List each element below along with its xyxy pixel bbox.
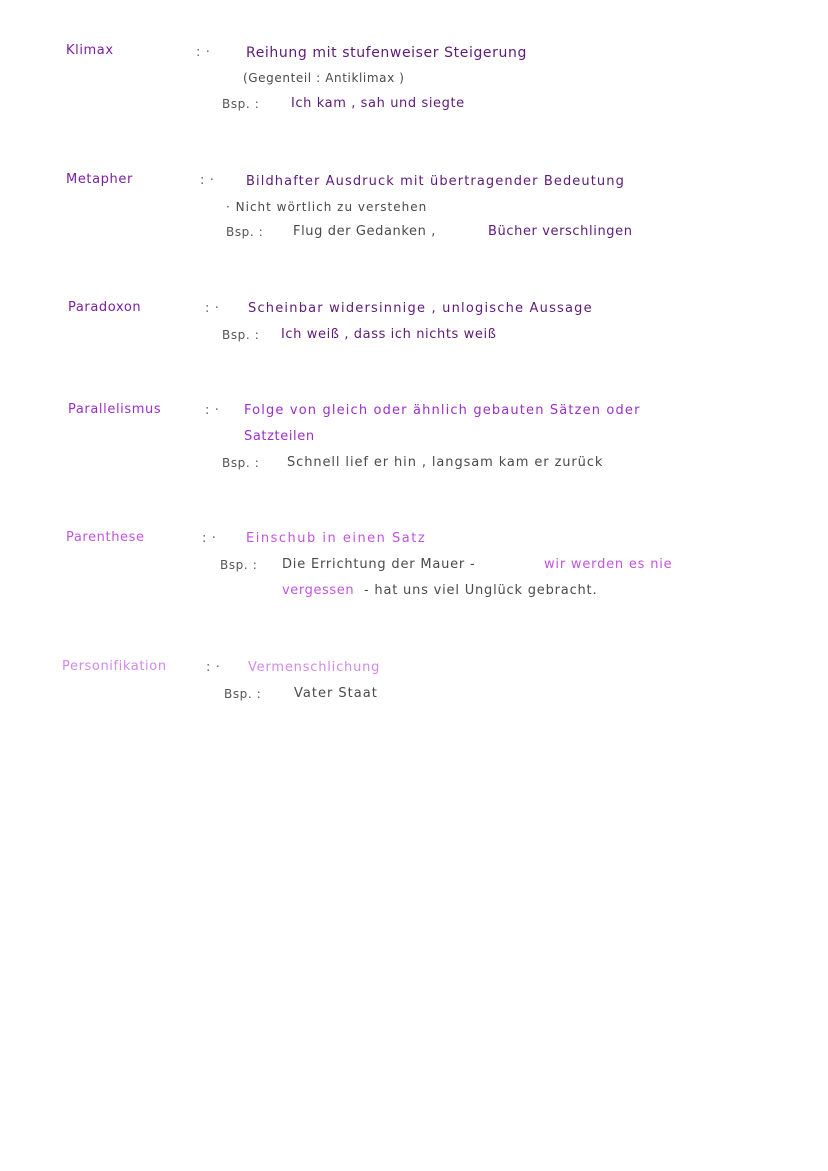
- definition-metapher-2: · Nicht wörtlich zu verstehen: [226, 200, 428, 214]
- colon-parallelismus: : ·: [205, 403, 220, 418]
- example-parenthese-insert: wir werden es nie: [544, 557, 673, 572]
- colon-klimax: : ·: [196, 45, 211, 60]
- example-label-paradoxon: Bsp. :: [222, 328, 260, 342]
- example-label-personifikation: Bsp. :: [224, 687, 262, 701]
- colon-personifikation: : ·: [206, 660, 221, 675]
- example-metapher-part1: Flug der Gedanken ,: [293, 224, 436, 239]
- example-parenthese-insert2: vergessen: [282, 583, 355, 598]
- definition-parallelismus-1: Folge von gleich oder ähnlich gebauten Sätzen oder: [244, 403, 641, 418]
- example-parenthese-part2: - hat uns viel Unglück gebracht.: [364, 583, 598, 598]
- example-metapher-part2: Bücher verschlingen: [488, 224, 633, 239]
- example-paradoxon: Ich weiß , dass ich nichts weiß: [281, 327, 497, 342]
- definition-klimax-2: (Gegenteil : Antiklimax ): [243, 71, 405, 85]
- example-label-klimax: Bsp. :: [222, 97, 260, 111]
- definition-metapher-1: Bildhafter Ausdruck mit übertragender Bedeutung: [246, 174, 625, 189]
- term-parallelismus: Parallelismus: [68, 402, 162, 417]
- term-parenthese: Parenthese: [66, 530, 145, 545]
- example-parenthese-part1: Die Errichtung der Mauer -: [282, 557, 476, 572]
- example-klimax: Ich kam , sah und siegte: [291, 96, 465, 111]
- example-personifikation: Vater Staat: [294, 686, 378, 701]
- example-label-metapher: Bsp. :: [226, 225, 264, 239]
- term-personifikation: Personifikation: [62, 659, 167, 674]
- definition-parallelismus-2: Satzteilen: [244, 429, 315, 444]
- definition-parenthese: Einschub in einen Satz: [246, 531, 427, 546]
- colon-parenthese: : ·: [202, 531, 217, 546]
- definition-klimax-1: Reihung mit stufenweiser Steigerung: [246, 45, 527, 61]
- colon-paradoxon: : ·: [205, 301, 220, 316]
- term-klimax: Klimax: [66, 43, 114, 58]
- example-label-parallelismus: Bsp. :: [222, 456, 260, 470]
- definition-personifikation: Vermenschlichung: [248, 660, 381, 675]
- definition-paradoxon: Scheinbar widersinnige , unlogische Aussage: [248, 301, 593, 316]
- term-metapher: Metapher: [66, 172, 133, 187]
- example-label-parenthese: Bsp. :: [220, 558, 258, 572]
- term-paradoxon: Paradoxon: [68, 300, 142, 315]
- colon-metapher: : ·: [200, 173, 215, 188]
- example-parallelismus: Schnell lief er hin , langsam kam er zurück: [287, 455, 604, 470]
